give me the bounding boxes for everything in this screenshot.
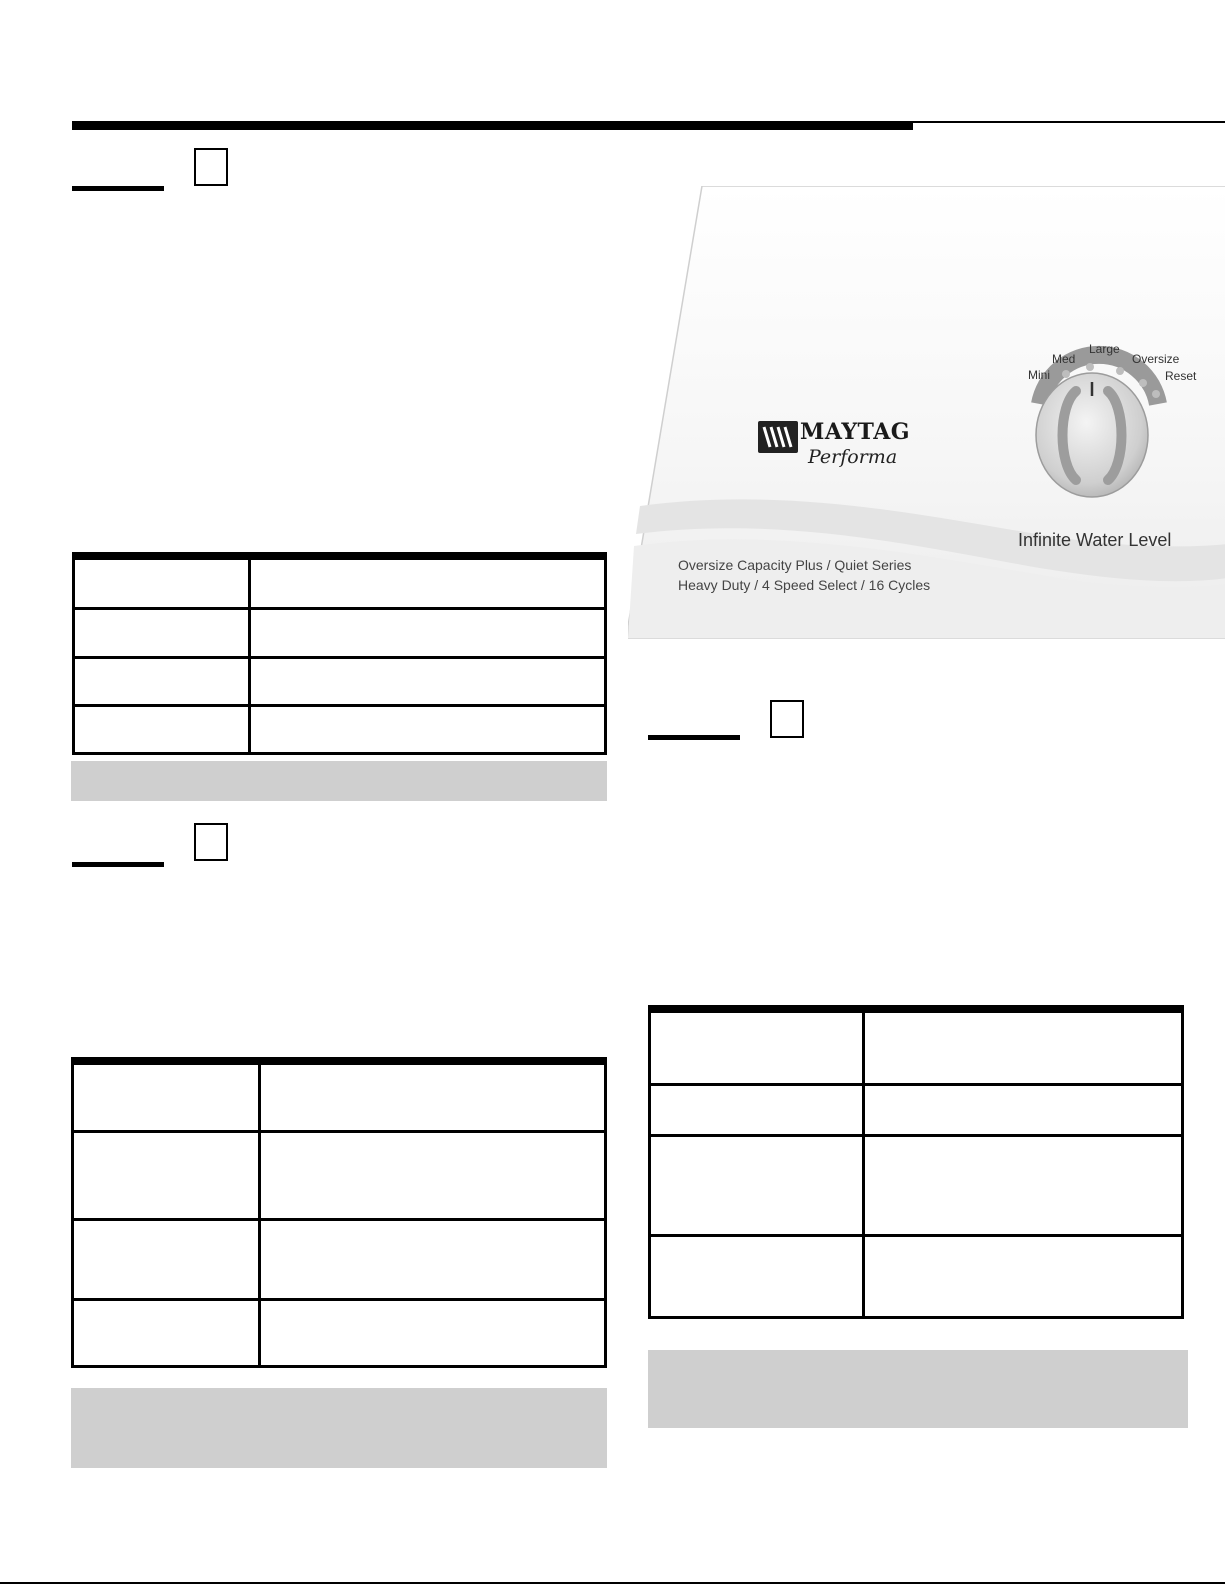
- section-2-underline: [72, 862, 164, 867]
- table-cell: [650, 1135, 864, 1236]
- note-box-1: [71, 761, 607, 801]
- dial-label-reset: Reset: [1165, 369, 1197, 383]
- table-cell: [250, 556, 606, 608]
- table-cell: [73, 1061, 260, 1131]
- header-rule-thick: [72, 121, 913, 130]
- dial-label-large: Large: [1089, 342, 1120, 356]
- table-cell: [650, 1085, 864, 1135]
- table-2: [71, 1057, 607, 1368]
- table-cell: [864, 1236, 1183, 1318]
- table-cell: [250, 608, 606, 657]
- table-cell: [650, 1236, 864, 1318]
- table-cell: [74, 556, 250, 608]
- brand-subtitle: Performa: [808, 446, 898, 468]
- maytag-logo-icon: [758, 421, 798, 453]
- footer-rule: [0, 1582, 1225, 1584]
- note-box-2: [71, 1388, 607, 1468]
- section-2-number-box: [194, 823, 228, 861]
- table-cell: [74, 657, 250, 705]
- table-cell: [864, 1135, 1183, 1236]
- water-level-dial-title: Infinite Water Level: [1018, 530, 1172, 550]
- dial-label-mini: Mini: [1028, 368, 1051, 382]
- table-cell: [650, 1009, 864, 1085]
- note-box-3: [648, 1350, 1188, 1428]
- section-3-underline: [648, 735, 740, 740]
- table-3: [648, 1005, 1184, 1319]
- table-cell: [260, 1299, 606, 1366]
- section-1-underline: [72, 186, 164, 191]
- section-3-number-box: [770, 700, 804, 738]
- table-cell: [74, 705, 250, 753]
- table-cell: [73, 1219, 260, 1299]
- table-cell: [250, 657, 606, 705]
- dial-label-oversize: Oversize: [1132, 352, 1180, 366]
- table-cell: [73, 1299, 260, 1366]
- series-text-line-1: Oversize Capacity Plus / Quiet Series: [678, 557, 912, 573]
- table-cell: [260, 1061, 606, 1131]
- series-text-line-2: Heavy Duty / 4 Speed Select / 16 Cycles: [678, 577, 931, 593]
- table-cell: [74, 608, 250, 657]
- header-rule-thin: [913, 121, 1225, 123]
- table-cell: [73, 1131, 260, 1219]
- table-cell: [864, 1009, 1183, 1085]
- table-1: [72, 552, 607, 755]
- table-cell: [864, 1085, 1183, 1135]
- table-cell: [260, 1131, 606, 1219]
- table-cell: [250, 705, 606, 753]
- table-cell: [260, 1219, 606, 1299]
- section-1-number-box: [194, 148, 228, 186]
- brand-name: MAYTAG: [800, 419, 911, 445]
- dial-label-med: Med: [1052, 352, 1076, 366]
